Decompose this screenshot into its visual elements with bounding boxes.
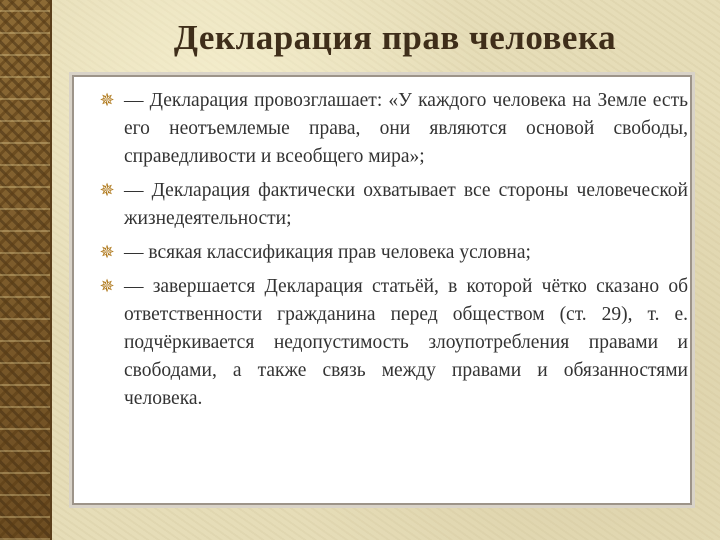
list-item-text: — завершается Декларация статьёй, в которой чётко сказано об ответственности гражданина перед обществом (ст. 29), т. е. подчёркивается недопустимость злоупотребления правами и свободами, а также связь между правами и обязанностями человека.	[124, 276, 688, 409]
list-item-text: — всякая классификация прав человека условна;	[124, 242, 531, 263]
bullet-list	[92, 87, 688, 419]
list-item-text: — Декларация провозглашает: «У каждого человека на Земле есть его неотъемлемые права, они являются основой свободы, справедливости и всеобщего мира»;	[124, 90, 688, 167]
list-item	[92, 239, 688, 267]
sparkle-icon: ✵	[99, 242, 115, 262]
slide-title: Декларация прав человека	[173, 18, 617, 57]
list-item	[92, 87, 688, 171]
sparkle-icon: ✵	[99, 276, 115, 296]
list-item	[92, 177, 688, 233]
sparkle-icon: ✵	[99, 180, 115, 200]
sparkle-icon: ✵	[99, 90, 115, 110]
decorative-border-strip	[0, 0, 52, 540]
list-item	[92, 273, 688, 413]
list-item-text: — Декларация фактически охватывает все стороны человеческой жизнедеятельности;	[124, 180, 688, 229]
content-panel	[72, 75, 692, 505]
